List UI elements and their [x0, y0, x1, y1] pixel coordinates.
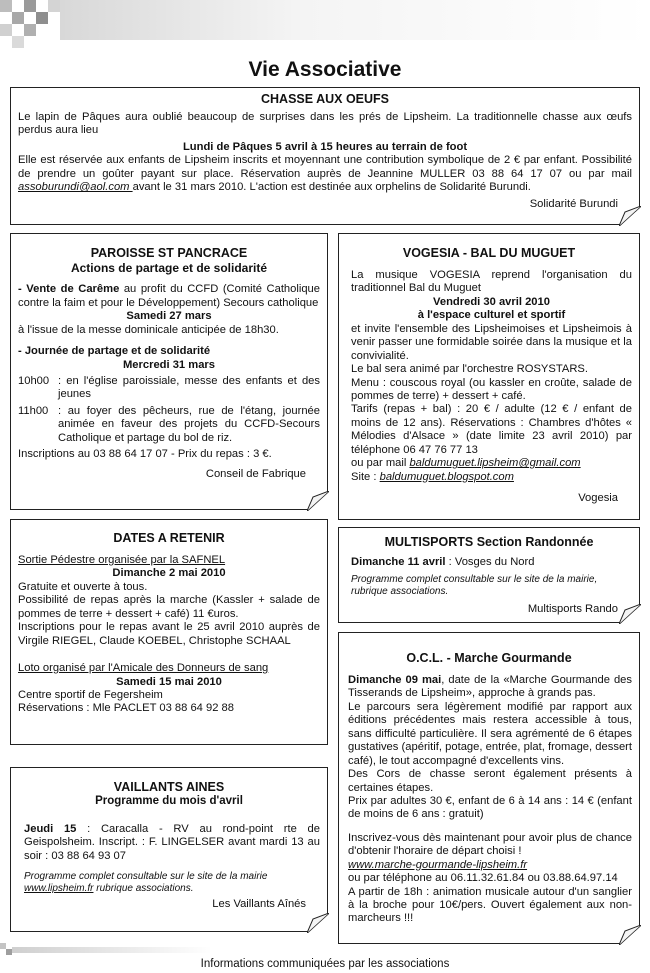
ocl-box: [338, 632, 640, 944]
dates-s1-p1: Gratuite et ouverte à tous.: [18, 580, 148, 593]
vogesia-orchestra: Le bal sera animé par l'orchestre ROSYSTARS.: [351, 363, 588, 376]
vogesia-intro: La musique VOGESIA reprend l'organisation du traditionnel Bal du Muguet: [351, 269, 632, 295]
paroisse-title: PAROISSE ST PANCRACE: [90, 246, 248, 260]
ocl-parcours: Le parcours sera légèrement modifié par rapport aux éditions précédentes mais restera accessible à tous, sans difficulté particulière. Il sera agrémenté de 6 étapes gustatives (apéritif, potage, entrée, plat, fromage, dessert café), le tout accompagné d'excellents vins.: [348, 700, 632, 767]
page-fold-icon: [307, 491, 329, 511]
vogesia-title: VOGESIA - BAL DU MUGUET: [402, 246, 576, 260]
ocl-phone: ou par téléphone au 06.11.32.61.84 ou 03.88.64.97.14: [348, 872, 618, 885]
vaillants-title: VAILLANTS AINES: [113, 780, 225, 794]
paroisse-item1-text: au profit du CCFD (Comité Catholique contre la faim et pour le Développement) Secours catholique: [18, 283, 321, 309]
schedule-time: 11h00: [18, 404, 49, 417]
schedule-row: [18, 405, 320, 445]
vaillants-site-link[interactable]: www.lipsheim.fr: [24, 883, 94, 895]
vogesia-email-link[interactable]: baldumuguet.lipsheim@gmail.com: [409, 457, 581, 470]
paroisse-signature: Conseil de Fabrique: [205, 467, 306, 480]
vogesia-menu: Menu : couscous royal (ou kassler en croûte, salade de pommes de terre) + dessert + café.: [351, 376, 632, 402]
dates-s2-heading: Loto organisé par l'Amicale des Donneurs de sang: [18, 662, 269, 675]
ocl-intro: [348, 674, 632, 701]
multisports-box: [338, 527, 640, 623]
vogesia-box: [338, 233, 640, 520]
vogesia-invite: et invite l'ensemble des Lipsheimoises et Lipsheimois à venir passer une formidable soirée dans la musique et la convivialité.: [351, 322, 632, 362]
paroisse-item1-after: à l'issue de la messe dominicale anticipée de 18h30.: [18, 323, 279, 336]
ocl-prix: Prix par adultes 30 €, enfant de 6 à 14 ans : 14 € (enfant de moins de 6 ans : gratuit): [348, 794, 632, 821]
vogesia-venue: à l'espace culturel et sportif: [417, 309, 566, 322]
chasse-title: CHASSE AUX OEUFS: [260, 92, 390, 106]
dates-s1-p2: Possibilité de repas après la marche (Kassler + salade de pommes de terre + dessert + café) 11 €uros.: [18, 594, 320, 620]
vaillants-date: Jeudi 15: [24, 822, 77, 835]
ocl-title: O.C.L. - Marche Gourmande: [406, 651, 572, 665]
ocl-animation: A partir de 18h : animation musicale autour d'un sanglier à la broche pour 10€/pers. Ouvert également aux non-marcheurs !!!: [348, 885, 632, 925]
ocl-cors: Des Cors de chasse seront également présents à certaines étapes.: [348, 768, 632, 794]
schedule-text: : en l'église paroissiale, messe des enfants et des jeunes: [58, 375, 320, 401]
multisports-date-line: [351, 556, 632, 569]
schedule-text: : au foyer des pêcheurs, rue de l'étang, journée animée en faveur des projets du CCFD-Secours Catholique et partage du bol de riz.: [58, 404, 320, 444]
vogesia-date: Vendredi 30 avril 2010: [433, 295, 550, 308]
ocl-intro-text: , date de la «Marche Gourmande des Tisserands de Lipsheim», approche à grands pas.: [348, 674, 632, 700]
multisports-note: Programme complet consultable sur le site de la mairie, rubrique associations.: [351, 574, 598, 598]
paroisse-item2-lead: - Journée de partage et de solidarité: [18, 345, 211, 358]
multisports-place: : Vosges du Nord: [445, 556, 535, 568]
chasse-details: [18, 154, 632, 194]
ocl-inscrivez: Inscrivez-vous dès maintenant pour avoir plus de chance d'obtenir l'horaire de départ choisi !: [348, 831, 632, 858]
multisports-signature: Multisports Rando: [527, 603, 618, 616]
chasse-box: [10, 87, 640, 225]
dates-s1-p3: Inscriptions pour le repas avant le 25 avril 2010 auprès de Virgile RIEGEL, Claude KOEBEL, Christophe SCHAAL: [18, 621, 320, 647]
schedule-row: [18, 375, 320, 402]
schedule-time: 10h00: [18, 375, 50, 388]
vogesia-signature: Vogesia: [578, 492, 618, 504]
paroisse-box: [10, 233, 328, 510]
vaillants-note: [24, 871, 320, 895]
vogesia-site-label: Site :: [351, 470, 380, 483]
vaillants-event: [24, 823, 320, 863]
page-fold-icon: [307, 913, 329, 933]
page-title: Vie Associative: [248, 58, 402, 81]
page-fold-icon: [619, 925, 641, 945]
ocl-date: Dimanche 09 mai: [348, 674, 442, 686]
vaillants-box: [10, 767, 328, 932]
chasse-details-end: avant le 31 mars 2010. L'action est destinée aux orphelins de Solidarité Burundi.: [132, 181, 531, 194]
page-fold-icon: [619, 206, 641, 226]
vaillants-event-text: : Caracalla - RV au rond-point rte de Geispolsheim. Inscript. : F. LINGELSER avant mardi 13 au soir : 03 88 64 93 07: [24, 822, 320, 862]
multisports-title: MULTISPORTS Section Randonnée: [384, 535, 594, 549]
vaillants-note-end: rubrique associations.: [93, 883, 194, 895]
chasse-date: Lundi de Pâques 5 avril à 15 heures au terrain de foot: [182, 140, 468, 153]
chasse-signature: Solidarité Burundi: [529, 197, 618, 210]
paroisse-inscriptions: Inscriptions au 03 88 64 17 07 - Prix du repas : 3 €.: [18, 448, 272, 461]
paroisse-subtitle: Actions de partage et de solidarité: [70, 261, 268, 275]
chasse-intro: Le lapin de Pâques aura oublié beaucoup de surprises dans les prés de Lipsheim. La traditionnelle chasse aux œufs perdus aura lieu: [18, 111, 632, 137]
footer-decoration: [0, 943, 650, 955]
vogesia-mail-line: [351, 457, 632, 470]
ocl-site-link[interactable]: www.marche-gourmande-lipsheim.fr: [348, 858, 528, 871]
vogesia-site-link[interactable]: baldumuguet.blogspot.com: [379, 470, 514, 483]
dates-s2-p2: Réservations : Mle PACLET 03 88 64 92 88: [18, 702, 234, 715]
paroisse-item1-date: Samedi 27 mars: [126, 310, 212, 323]
dates-s2-p1: Centre sportif de Fegersheim: [18, 688, 163, 701]
dates-title: DATES A RETENIR: [113, 531, 225, 545]
dates-box: [10, 519, 328, 745]
page-fold-icon: [619, 604, 641, 624]
vaillants-signature: Les Vaillants Aînés: [212, 898, 306, 911]
paroisse-item1: [18, 283, 320, 310]
paroisse-item2-date: Mercredi 31 mars: [122, 358, 216, 371]
paroisse-item1-lead: - Vente de Carême: [18, 283, 120, 296]
dates-s1-date: Dimanche 2 mai 2010: [112, 567, 226, 580]
dates-s2-date: Samedi 15 mai 2010: [116, 675, 222, 688]
vogesia-mail-label: ou par mail: [351, 457, 410, 470]
page-footer: Informations communiquées par les associations: [200, 958, 450, 970]
chasse-details-text: Elle est réservée aux enfants de Lipsheim inscrits et moyennant une contribution symbolique de 2 € par enfant. Possibilité de prendre un goûter payant sur place. Réservation auprès de Jeannine MULLER 03 88 64 17 07 ou par mail: [18, 154, 632, 180]
vogesia-site-line: [351, 471, 632, 484]
header-decoration: [0, 0, 650, 60]
vaillants-subtitle: Programme du mois d'avril: [95, 795, 243, 807]
vaillants-note-text: Programme complet consultable sur le site de la mairie: [24, 871, 268, 883]
chasse-email-link[interactable]: assoburundi@aol.com: [18, 181, 133, 194]
dates-s1-heading: Sortie Pédestre organisée par la SAFNEL: [18, 554, 226, 566]
vogesia-tarifs: Tarifs (repas + bal) : 20 € / adulte (12 € / enfant de moins de 12 ans). Réservations : Chambres d'hôtes « Mélodies d'Alsace » (date limite 23 avril 2010) par téléphone 06 47 76 77 13: [351, 403, 632, 456]
multisports-date: Dimanche 11 avril: [351, 556, 446, 568]
